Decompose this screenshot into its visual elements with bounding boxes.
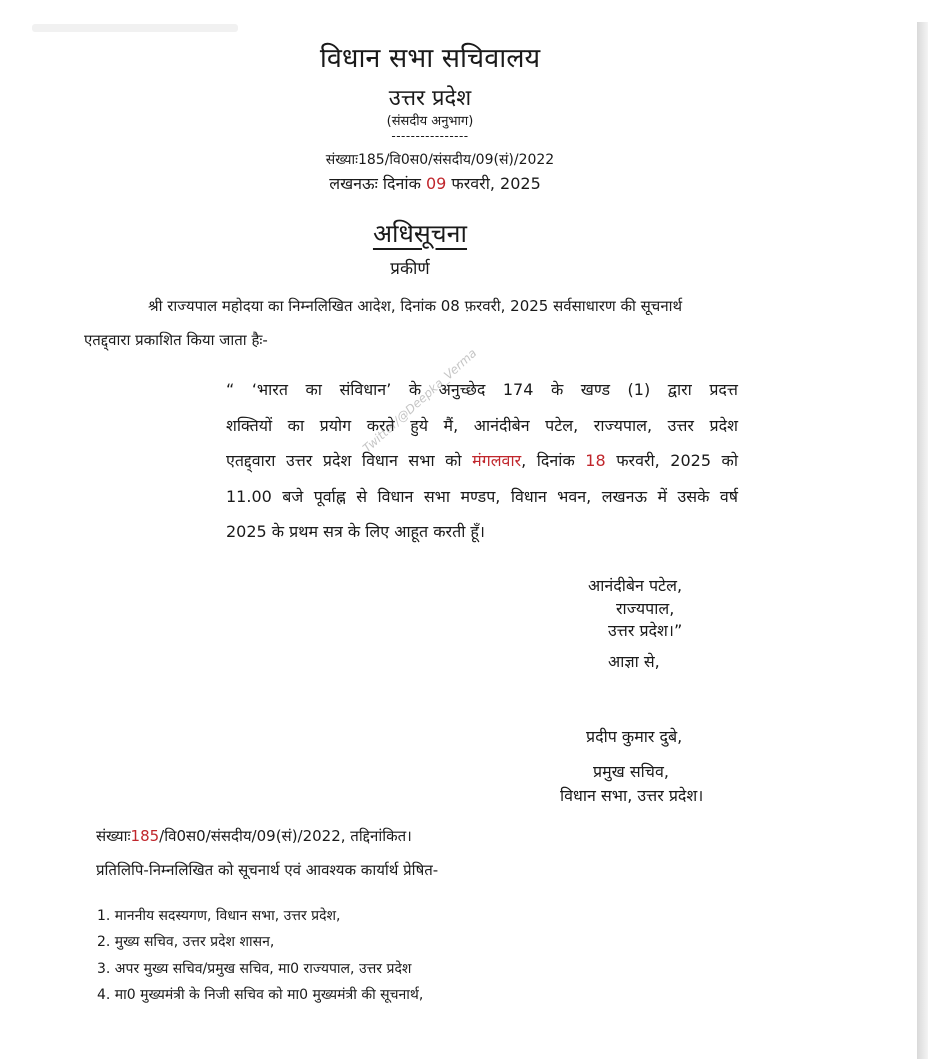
recipient-list <box>97 903 423 1008</box>
officer-designation: प्रमुख सचिव, <box>593 762 669 781</box>
order-line-3-b: , दिनांक <box>521 451 586 471</box>
top-scan-strip <box>32 24 238 32</box>
date-day: 09 <box>425 174 447 193</box>
session-day: मंगलवार <box>472 451 522 471</box>
watermark-text: Twitter/@Deepka_Verma <box>360 345 480 456</box>
notice-heading: अधिसूचना <box>372 219 468 248</box>
list-item: 3. अपर मुख्य सचिव/प्रमुख सचिव, मा0 राज्यपाल, उत्तर प्रदेश <box>97 960 412 977</box>
list-item: 1. माननीय सदस्यगण, विधान सभा, उत्तर प्रदेश, <box>97 908 341 924</box>
session-date: 18 <box>585 451 606 471</box>
officer-name: प्रदीप कुमार दुबे, <box>586 727 683 746</box>
office-title: विधान सभा सचिवालय <box>319 43 541 74</box>
issue-date <box>300 172 570 194</box>
copy-intro: प्रतिलिपि-निम्नलिखित को सूचनार्थ एवं आवश्यक कार्यार्थ प्रेषित- <box>96 861 439 879</box>
order-line-2: शक्तियों का प्रयोग करते हुये मैं, आनंदीबेन पटेल, राज्यपाल, उत्तर प्रदेश <box>226 415 738 435</box>
notice-subheading: प्रकीर्ण <box>390 259 430 279</box>
intro-line-2: एतद्द्वारा प्रकाशित किया जाता हैः- <box>84 331 268 349</box>
state-name: उत्तर प्रदेश <box>388 86 472 111</box>
header-separator: ---------------- <box>391 129 469 143</box>
order-line-3-a: एतद्द्वारा उत्तर प्रदेश विधान सभा को <box>226 451 473 471</box>
order-line-4: 11.00 बजे पूर्वाह्न से विधान सभा मण्डप, विधान भवन, लखनऊ में उसके वर्ष <box>226 486 738 506</box>
date-rest: फरवरी, 2025 <box>446 174 541 193</box>
section-name: (संसदीय अनुभाग) <box>386 114 474 129</box>
order-line-1: “ ‘भारत का संविधान’ के अनुच्छेद 174 के खण्ड (1) द्वारा प्रदत्त <box>226 380 738 399</box>
governor-designation: राज्यपाल, <box>616 599 675 618</box>
copy-reference <box>96 826 412 846</box>
officer-office: विधान सभा, उत्तर प्रदेश। <box>560 786 704 805</box>
date-prefix: लखनऊः दिनांक <box>329 174 426 193</box>
copy-ref-prefix: संख्याः <box>96 827 131 845</box>
copy-ref-rest: /वि0स0/संसदीय/09(सं)/2022, तद्दिनांकित। <box>159 827 412 845</box>
list-item: 4. मा0 मुख्यमंत्री के निजी सचिव को मा0 मुख्यमंत्री की सूचनार्थ, <box>97 986 424 1003</box>
order-line-3 <box>226 443 738 479</box>
intro-line-1: श्री राज्यपाल महोदया का निम्नलिखित आदेश, दिनांक 08 फ़रवरी, 2025 सर्वसाधारण की सूचनार्थ <box>148 297 683 315</box>
by-order: आज्ञा से, <box>608 652 660 671</box>
order-line-5: 2025 के प्रथम सत्र के लिए आहूत करती हूँ। <box>226 522 485 542</box>
reference-number: संख्याः185/वि0स0/संसदीय/09(सं)/2022 <box>325 152 555 168</box>
governor-state: उत्तर प्रदेश।” <box>608 621 683 640</box>
page-edge-shadow <box>917 22 928 1059</box>
list-item: 2. मुख्य सचिव, उत्तर प्रदेश शासन, <box>97 934 275 951</box>
copy-ref-number: 185 <box>130 827 160 845</box>
governor-name: आनंदीबेन पटेल, <box>588 576 683 595</box>
order-line-3-c: फरवरी, 2025 को <box>605 451 738 471</box>
governor-order <box>226 372 738 550</box>
